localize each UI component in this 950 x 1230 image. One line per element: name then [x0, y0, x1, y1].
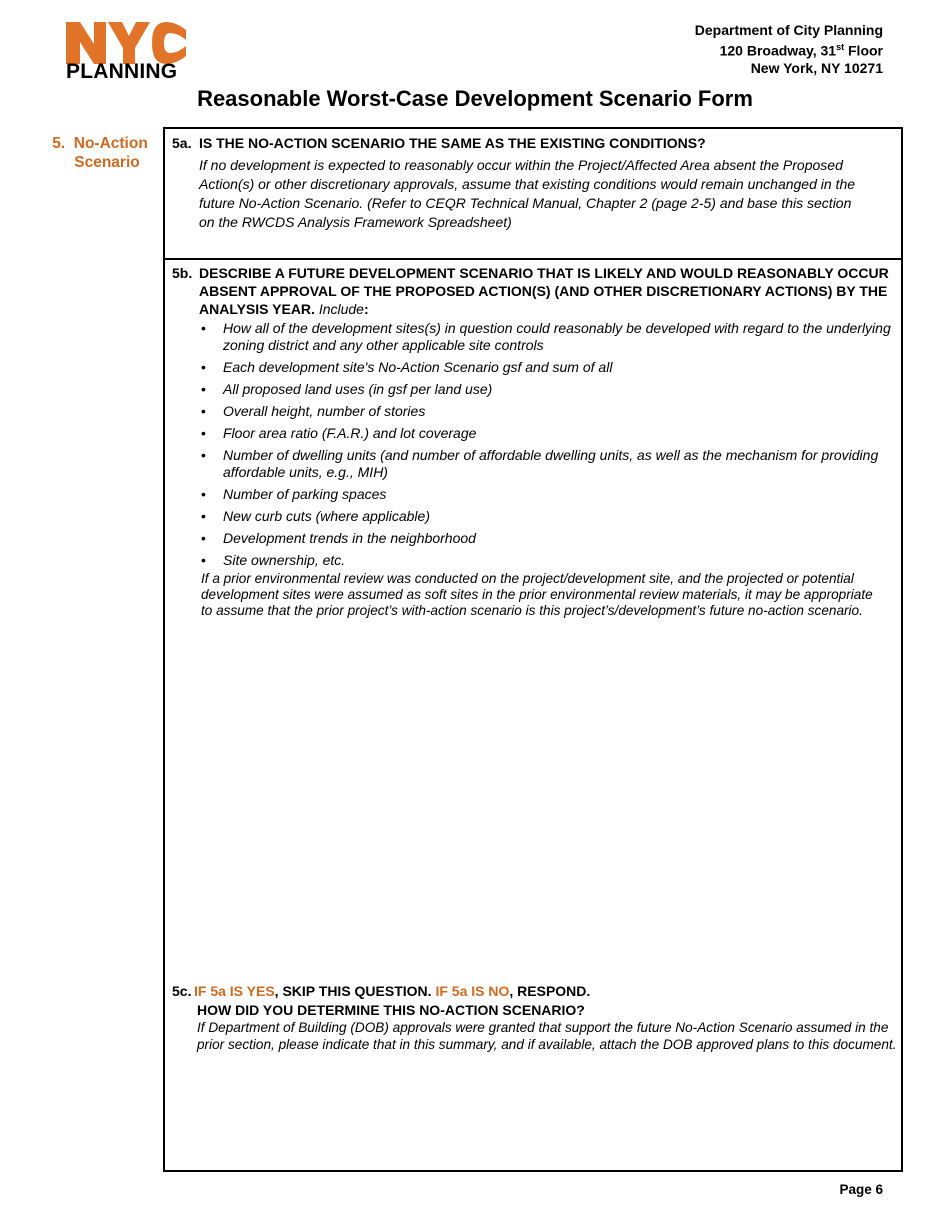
- q5b-response-field[interactable]: [172, 626, 898, 970]
- q5b-note-line3: to assume that the prior project’s with-action scenario is this project’s/development’s future no-action scenario.: [201, 603, 863, 618]
- q5c-condition: [194, 982, 590, 1000]
- q5c-cond-no: IF 5a IS NO: [435, 983, 510, 999]
- q5c-heading: HOW DID YOU DETERMINE THIS NO-ACTION SCENARIO?: [197, 1002, 585, 1018]
- q5b-bullet-item: • How all of the development sites(s) in question could reasonably be developed with regard to the underlying zoning district and any other applicable site controls: [199, 320, 894, 354]
- q5b-bullet-item: • Floor area ratio (F.A.R.) and lot coverage: [199, 425, 894, 442]
- q5b-heading-line2: ABSENT APPROVAL OF THE PROPOSED ACTION(S) (AND OTHER DISCRETIONARY ACTIONS) BY THE: [199, 283, 888, 299]
- q5a-line1: If no development is expected to reasonably occur within the Project/Affected Area absent the Proposed: [199, 157, 843, 173]
- q5a-instructions: [199, 156, 899, 232]
- q5b-bullet-item: • Number of parking spaces: [199, 486, 894, 503]
- q5b-note-line2: development sites were assumed as soft sites in the prior environmental review materials, it may be appropriate: [201, 587, 873, 602]
- dept-street-sup: st: [836, 42, 845, 52]
- page-number: Page 6: [839, 1182, 883, 1197]
- q5b-include: Include: [318, 301, 364, 317]
- q5b-bullet-item: • Site ownership, etc.: [199, 552, 894, 569]
- q5b-bullet-item: • Development trends in the neighborhood: [199, 530, 894, 547]
- nyc-planning-logo: [62, 20, 192, 84]
- q5b-heading: [199, 264, 899, 318]
- q5b-bullet-item: • All proposed land uses (in gsf per land use): [199, 381, 894, 398]
- q5c-number: 5c.: [172, 983, 192, 999]
- section-label: [48, 134, 152, 172]
- q5a-heading: IS THE NO-ACTION SCENARIO THE SAME AS THE EXISTING CONDITIONS?: [199, 135, 706, 151]
- dept-name: Department of City Planning: [694, 22, 883, 38]
- q5c-respond: , RESPOND.: [509, 983, 591, 999]
- q5b-include-colon: :: [363, 301, 369, 317]
- q5b-bullet-item: • New curb cuts (where applicable): [199, 508, 894, 525]
- dept-city: New York, NY 10271: [750, 59, 883, 76]
- q5b-number: 5b.: [172, 265, 193, 281]
- q5c-response-field[interactable]: [172, 1060, 898, 1164]
- dept-street-floor: Floor: [844, 42, 883, 59]
- q5b-bullet-item: • Number of dwelling units (and number of affordable dwelling units, as well as the mechanism for providing affordable units, e.g., MIH): [199, 447, 894, 481]
- q5c-instructions: [197, 1019, 897, 1053]
- q5b-heading-line3: [199, 300, 899, 318]
- q5a-number: 5a.: [172, 135, 192, 151]
- dept-street: [695, 39, 883, 60]
- section-label-line1: [48, 134, 152, 153]
- q5b-bullet-item: • Overall height, number of stories: [199, 403, 894, 420]
- q5c-cond-yes: IF 5a IS YES: [194, 983, 275, 999]
- section-title-part2: Scenario: [74, 154, 140, 171]
- q5b-note: [201, 571, 901, 619]
- q5b-bullet-list: [199, 320, 894, 574]
- q5b-heading-line1: DESCRIBE A FUTURE DEVELOPMENT SCENARIO THAT IS LIKELY AND WOULD REASONABLY OCCUR: [199, 265, 889, 281]
- section-divider: [163, 258, 903, 260]
- logo-planning-text: PLANNING: [66, 60, 178, 83]
- q5c-line2: prior section, please indicate that in this summary, and if available, attach the DOB approved plans to this document.: [197, 1037, 897, 1052]
- form-title: Reasonable Worst-Case Development Scenario Form: [197, 86, 753, 111]
- q5b-bullet-item: • Each development site's No-Action Scenario gsf and sum of all: [199, 359, 894, 376]
- department-address: [695, 22, 883, 77]
- q5c-skip: , SKIP THIS QUESTION.: [274, 983, 432, 999]
- q5b-heading-line3-text: ANALYSIS YEAR.: [199, 301, 315, 317]
- q5b-note-line1: If a prior environmental review was conducted on the project/development site, and the projected or potential: [201, 571, 854, 586]
- q5c-line1: If Department of Building (DOB) approvals were granted that support the future No-Action Scenario assumed in the: [197, 1020, 889, 1035]
- dept-street-text: 120 Broadway, 31: [719, 42, 837, 59]
- q5a-line3: future No-Action Scenario. (Refer to CEQR Technical Manual, Chapter 2 (page 2-5) and base this section: [199, 195, 852, 211]
- section-title-part1: No-Action: [73, 135, 148, 152]
- section-number: 5.: [52, 135, 66, 152]
- q5a-line4: on the RWCDS Analysis Framework Spreadsheet): [199, 214, 512, 230]
- q5a-line2: Action(s) or other discretionary approvals, assume that existing conditions would remain unchanged in the: [199, 176, 856, 192]
